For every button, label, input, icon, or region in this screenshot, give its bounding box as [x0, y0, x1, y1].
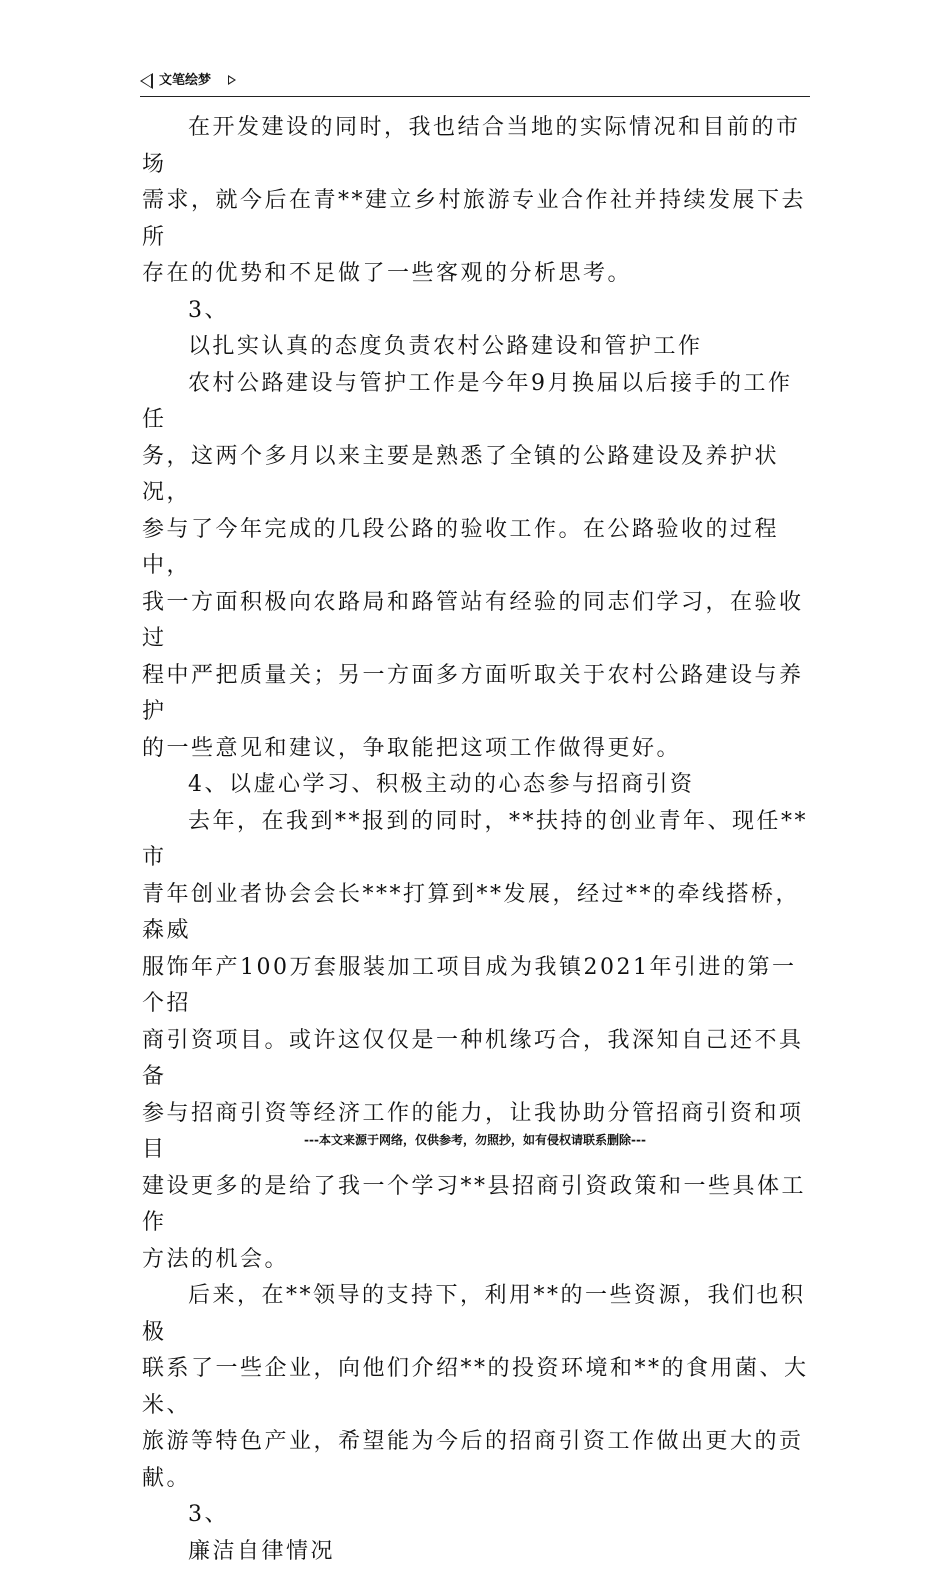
paragraph-line: 我一方面积极向农路局和路管站有经验的同志们学习，在验收过: [142, 585, 812, 658]
section-heading: 4、以虚心学习、积极主动的心态参与招商引资: [142, 767, 812, 804]
paragraph-line: 程中严把质量关；另一方面多方面听取关于农村公路建设与养护: [142, 658, 812, 731]
paragraph-line: 在开发建设的同时，我也结合当地的实际情况和目前的市场: [142, 110, 812, 183]
paragraph-line: 农村公路建设与管护工作是今年9月换届以后接手的工作任: [142, 366, 812, 439]
paragraph-line: 去年，在我到**报到的同时，**扶持的创业青年、现任**市: [142, 804, 812, 877]
paragraph-line: 联系了一些企业，向他们介绍**的投资环境和**的食用菌、大米、: [142, 1351, 812, 1424]
page-footer: ---本文来源于网络，仅供参考，勿照抄，如有侵权请联系删除---: [0, 1131, 950, 1148]
paragraph-line: 商引资项目。或许这仅仅是一种机缘巧合，我深知自己还不具备: [142, 1023, 812, 1096]
paragraph-line: 的一些意见和建议，争取能把这项工作做得更好。: [142, 731, 812, 768]
page-header: [140, 70, 810, 97]
document-body: [142, 110, 812, 1570]
paragraph-line: 旅游等特色产业，希望能为今后的招商引资工作做出更大的贡献。: [142, 1424, 812, 1497]
triangle-left-outline-icon: [140, 73, 153, 89]
paragraph-line: 参与招商引资等经济工作的能力，让我协助分管招商引资和项目: [142, 1096, 812, 1169]
paragraph-line: 建设更多的是给了我一个学习**县招商引资政策和一些具体工作: [142, 1169, 812, 1242]
paragraph-line: 存在的优势和不足做了一些客观的分析思考。: [142, 256, 812, 293]
paragraph-line: 服饰年产100万套服装加工项目成为我镇2021年引进的第一个招: [142, 950, 812, 1023]
section-number: 3、: [142, 1497, 812, 1534]
paragraph-line: 方法的机会。: [142, 1242, 812, 1279]
triangle-right-outline-icon: [228, 75, 236, 85]
paragraph-line: 需求，就今后在青**建立乡村旅游专业合作社并持续发展下去所: [142, 183, 812, 256]
paragraph-line: 后来，在**领导的支持下，利用**的一些资源，我们也积极: [142, 1278, 812, 1351]
header-title: 文笔绘梦: [159, 72, 211, 90]
paragraph-line: 参与了今年完成的几段公路的验收工作。在公路验收的过程中，: [142, 512, 812, 585]
section-heading: 廉洁自律情况: [142, 1534, 812, 1570]
section-number: 3、: [142, 293, 812, 330]
paragraph-line: 务，这两个多月以来主要是熟悉了全镇的公路建设及养护状况，: [142, 439, 812, 512]
paragraph-line: 青年创业者协会会长***打算到**发展，经过**的牵线搭桥，森威: [142, 877, 812, 950]
section-heading: 以扎实认真的态度负责农村公路建设和管护工作: [142, 329, 812, 366]
